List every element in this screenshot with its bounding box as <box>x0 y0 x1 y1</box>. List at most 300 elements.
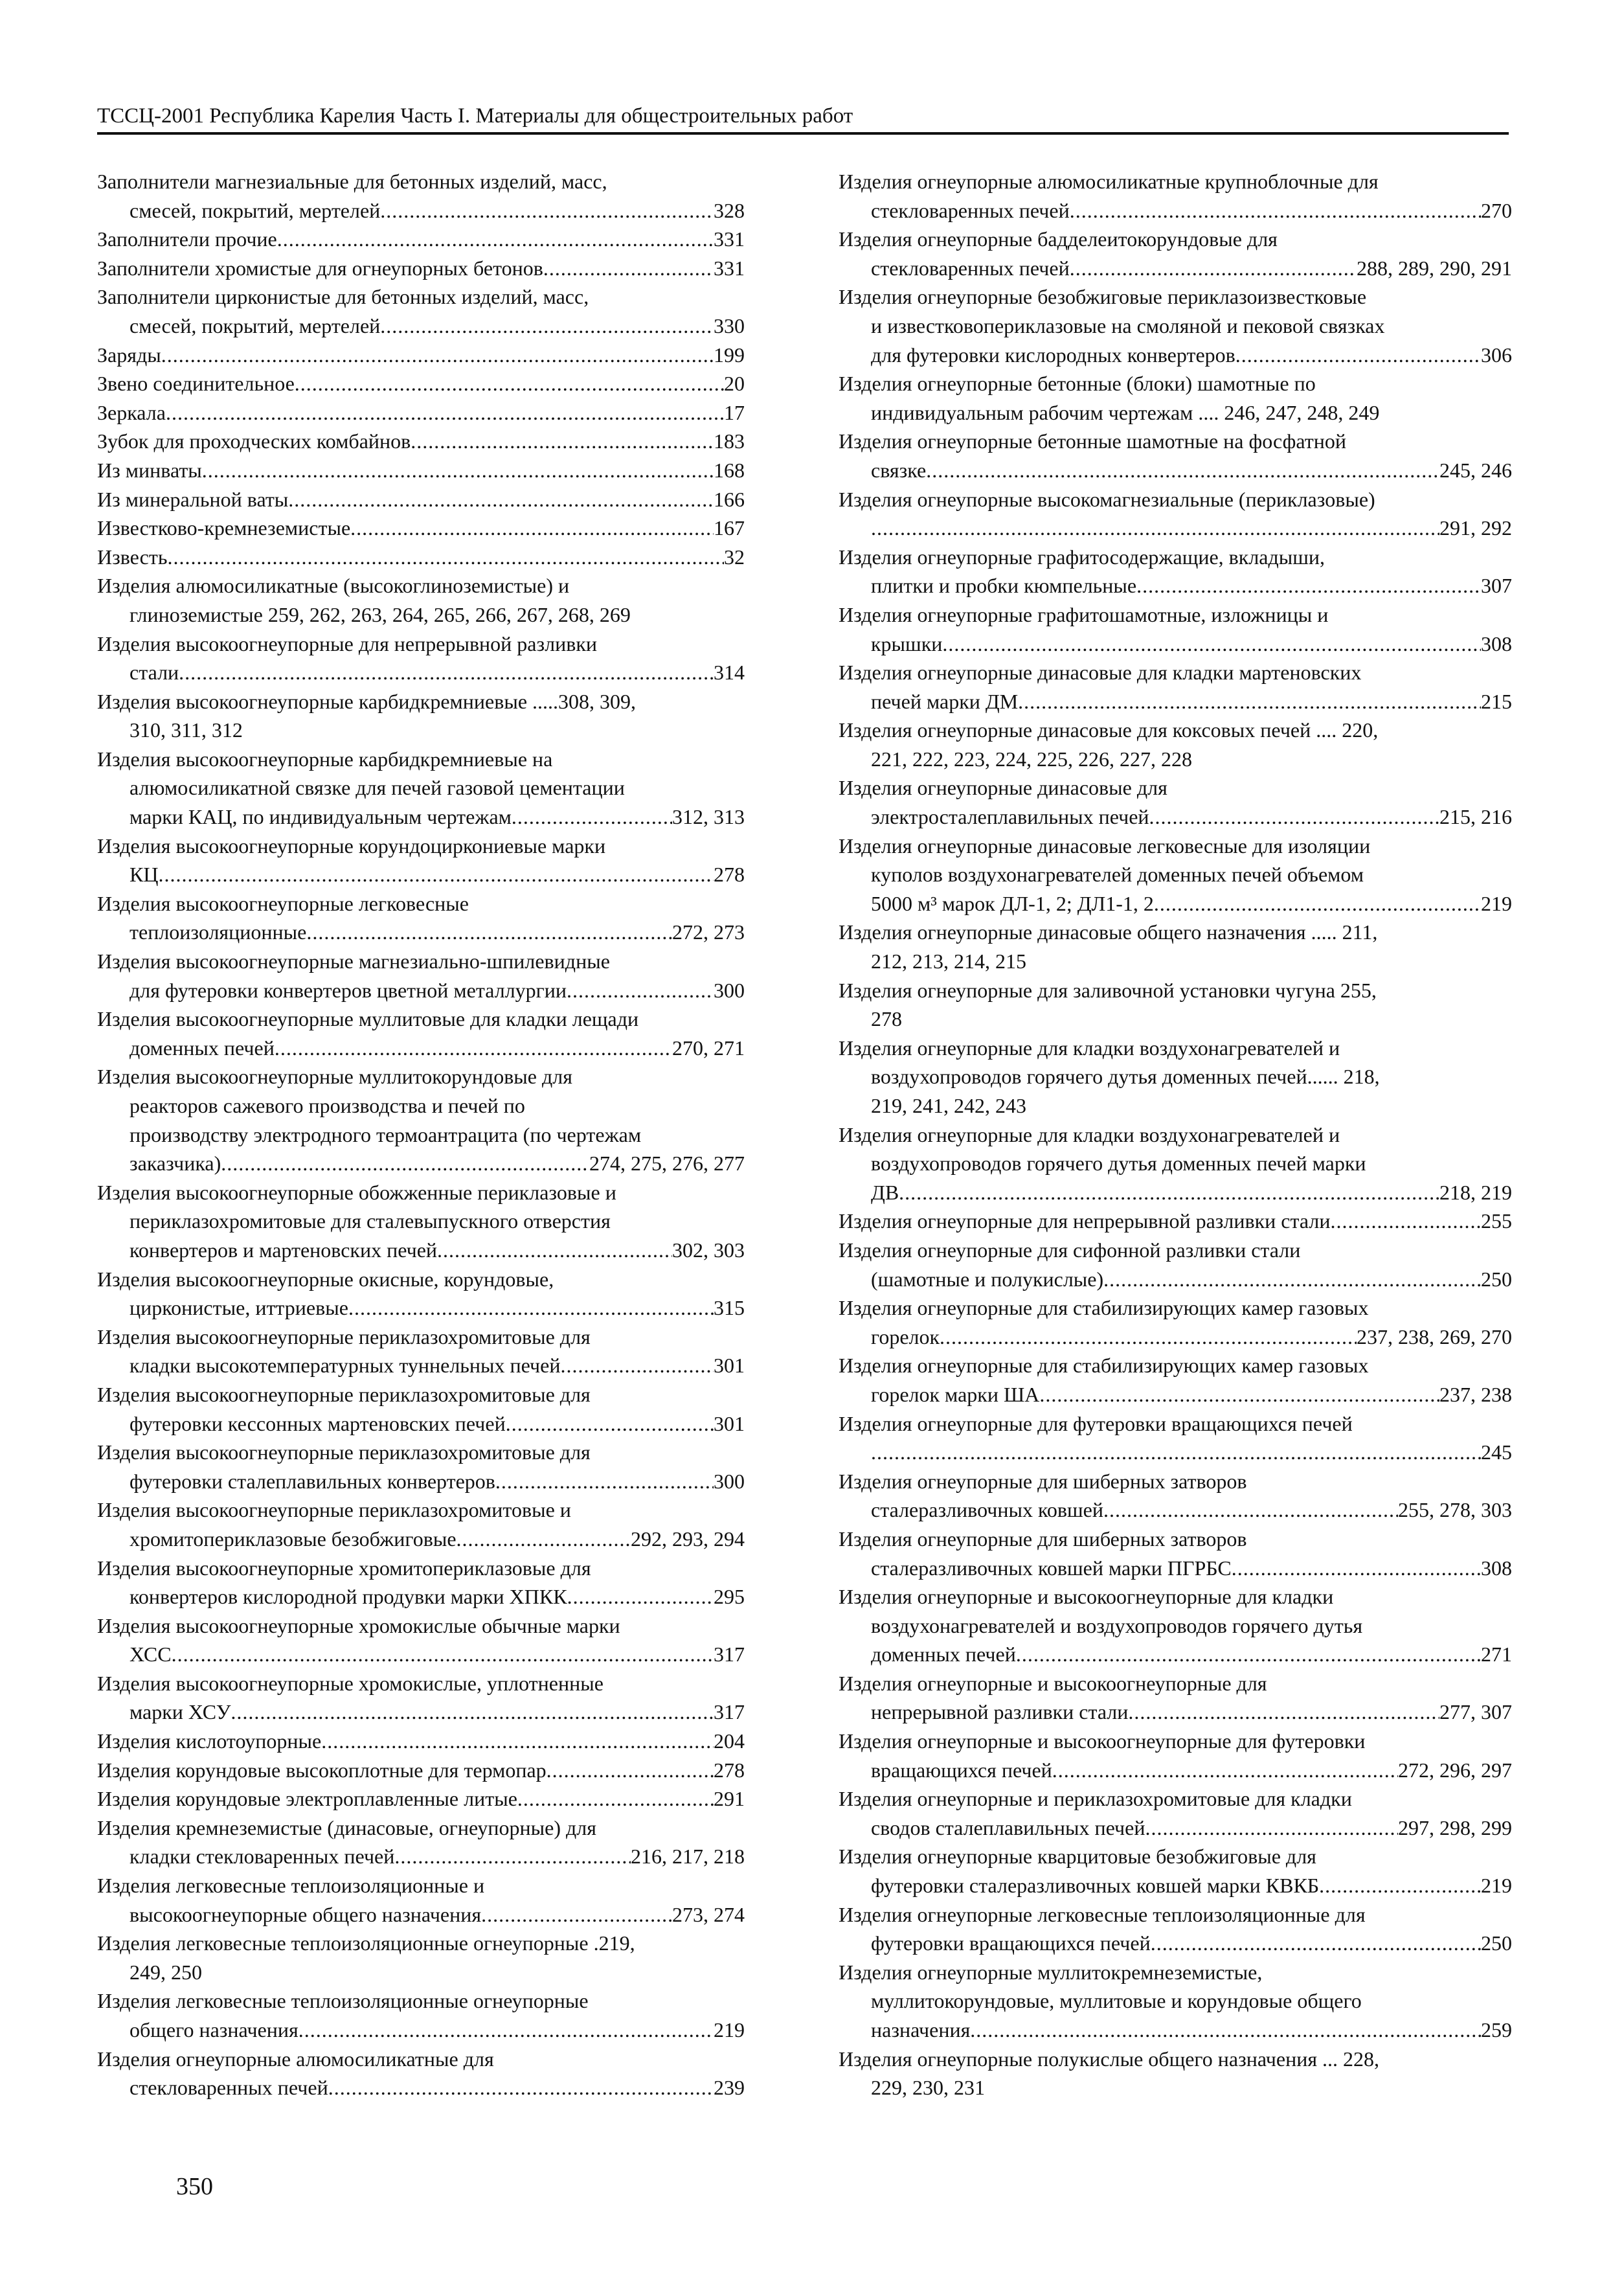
index-entry-text: Из минваты <box>97 458 202 482</box>
index-entry-pages-row <box>839 1438 1512 1467</box>
index-entry-text: Изделия огнеупорные бетонные (блоки) шамотные по <box>839 372 1316 396</box>
dot-leader <box>411 427 714 456</box>
index-entry <box>97 1611 745 1669</box>
index-entry-text: Изделия высокоогнеупорные муллитокорундовые для <box>97 1065 572 1089</box>
dot-leader <box>231 1698 714 1727</box>
index-entry <box>97 1380 745 1438</box>
dot-leader <box>1145 1814 1398 1843</box>
dot-leader <box>202 456 714 485</box>
index-entry-pages: 300 <box>714 978 745 1002</box>
index-entry <box>839 1784 1512 1842</box>
index-entry-text: Изделия высокоогнеупорные карбидкремниевые .....308, 309, <box>97 689 637 713</box>
dot-leader <box>495 1467 714 1496</box>
index-entry <box>97 456 745 485</box>
dot-leader <box>543 254 714 283</box>
index-entry-pages-row <box>97 802 745 832</box>
index-entry-text: Изделия огнеупорные полукислые общего назначения ... 228, <box>839 2047 1380 2071</box>
index-entry-pages-row <box>97 514 745 543</box>
index-entry-pages-row <box>97 976 745 1005</box>
index-entry-text: Изделия огнеупорные для сифонной разливки стали <box>839 1238 1301 1262</box>
index-entry-pages-row <box>97 398 745 427</box>
index-entry-pages: 292, 293, 294 <box>631 1527 745 1551</box>
index-entry-text: Зеркала <box>97 400 166 424</box>
index-entry-pages: 32 <box>724 545 745 569</box>
index-entry-pages-row <box>97 1236 745 1265</box>
index-entry-text: глиноземистые 259, 262, 263, 264, 265, 266, 267, 268, 269 <box>130 602 631 626</box>
page-header: ТССЦ-2001 Республика Карелия Часть I. Материалы для общестроительных работ <box>97 102 1509 135</box>
index-entry-text: 229, 230, 231 <box>871 2076 985 2100</box>
index-entry-pages: 245 <box>1481 1440 1512 1464</box>
index-entry-text: Изделия огнеупорные динасовые для коксовых печей .... 220, <box>839 718 1379 742</box>
dot-leader <box>328 2073 714 2102</box>
dot-leader <box>348 1293 714 1323</box>
index-entry-text: печей марки ДМ <box>871 689 1019 713</box>
index-entry <box>839 369 1512 427</box>
index-entry <box>97 889 745 947</box>
index-entry-text: теплоизоляционные <box>130 920 307 944</box>
index-entry-pages-row <box>97 1351 745 1380</box>
index-entry-text: хромитопериклазовые безобжиговые <box>130 1527 457 1551</box>
index-entry-pages: 219 <box>714 2018 745 2041</box>
index-entry-pages: 295 <box>714 1585 745 1609</box>
index-entry-pages-row <box>97 1582 745 1611</box>
index-entry-text: кладки высокотемпературных туннельных печей <box>130 1354 561 1378</box>
dot-leader <box>167 543 724 572</box>
index-entry-pages-row <box>97 918 745 947</box>
index-entry-text: Изделия высокоогнеупорные магнезиально-шпилевидные <box>97 949 610 973</box>
index-entry-text: Изделия огнеупорные для кладки воздухонагревателей и <box>839 1122 1340 1146</box>
index-entry-pages-row <box>97 1900 745 1929</box>
index-entry-pages: 317 <box>714 1643 745 1666</box>
index-entry-text: назначения <box>871 2018 971 2041</box>
index-entry <box>839 1293 1512 1351</box>
index-entry-text: сталеразливочных ковшей марки ПГРБС <box>871 1556 1232 1580</box>
index-entry-text: алюмосиликатной связке для печей газовой цементации <box>130 776 625 800</box>
index-entry-pages: 250 <box>1481 1267 1512 1291</box>
dot-leader <box>1052 1756 1398 1785</box>
index-entry-text: сводов сталеплавильных печей <box>871 1815 1145 1839</box>
index-entry <box>839 1900 1512 1958</box>
dot-leader <box>940 1323 1357 1352</box>
index-entry-pages-row <box>97 196 745 225</box>
dot-leader <box>871 1438 1481 1467</box>
index-entry-pages: 168 <box>714 458 745 482</box>
index-entry <box>839 918 1512 975</box>
index-entry <box>97 832 745 889</box>
dot-leader <box>547 1756 714 1785</box>
index-entry-pages-row <box>839 1698 1512 1727</box>
index-entry-pages: 218, 219 <box>1439 1180 1512 1204</box>
index-entry-pages-row <box>839 1207 1512 1236</box>
index-entry-text: Изделия огнеупорные алюмосиликатные крупноблочные для <box>839 170 1379 193</box>
index-entry-pages-row <box>97 485 745 514</box>
index-entry-pages: 330 <box>714 313 745 337</box>
index-entry-text: связке <box>871 458 927 482</box>
dot-leader <box>221 1149 589 1178</box>
index-column-left <box>97 167 745 2102</box>
index-entry <box>97 1986 745 2044</box>
index-entry <box>97 745 745 832</box>
dot-leader <box>380 196 714 225</box>
index-entry <box>97 1784 745 1814</box>
index-entry-text: марки КАЦ, по индивидуальным чертежам <box>130 805 512 829</box>
index-entry-text: Заполнители магнезиальные для бетонных изделий, масс, <box>97 170 607 193</box>
index-entry-text: Заполнители прочие <box>97 227 277 251</box>
index-entry-text: Изделия огнеупорные и высокоогнеупорные для кладки <box>839 1585 1334 1609</box>
dot-leader <box>161 341 714 370</box>
index-entry-text: Изделия огнеупорные графитошамотные, изложницы и <box>839 602 1329 626</box>
index-entry-pages-row <box>97 369 745 398</box>
index-entry-pages: 204 <box>714 1729 745 1753</box>
index-entry-text: Изделия высокоогнеупорные хромокислые обычные марки <box>97 1613 620 1637</box>
dot-leader <box>299 2016 714 2045</box>
index-entry-pages-row <box>839 1495 1512 1525</box>
index-entry-pages-row <box>97 1293 745 1323</box>
dot-leader <box>1319 1871 1481 1900</box>
index-entry-pages: 270 <box>1481 198 1512 222</box>
index-entry <box>97 630 745 687</box>
index-entry-text: смесей, покрытий, мертелей <box>130 313 381 337</box>
index-entry-text: Изделия высокоогнеупорные периклазохромитовые для <box>97 1382 591 1406</box>
index-entry-pages-row <box>839 254 1512 283</box>
index-entry-text: Изделия высокоогнеупорные для непрерывной разливки <box>97 631 598 655</box>
index-entry <box>839 282 1512 369</box>
index-entry-pages: 272, 296, 297 <box>1398 1758 1512 1782</box>
index-entry-text: 310, 311, 312 <box>130 718 243 742</box>
index-entry-pages: 219 <box>1481 1874 1512 1898</box>
index-entry-pages-row <box>97 427 745 456</box>
index-entry-text: Изделия огнеупорные графитосодержащие, вкладыши, <box>839 545 1325 569</box>
index-entry-text: Изделия огнеупорные и высокоогнеупорные для футеровки <box>839 1729 1366 1753</box>
dot-leader <box>871 514 1439 543</box>
index-entry-text: Изделия высокоогнеупорные легковесные <box>97 891 469 915</box>
index-entry <box>97 1756 745 1785</box>
index-entry-pages-row <box>839 571 1512 600</box>
index-entry-text: 221, 222, 223, 224, 225, 226, 227, 228 <box>871 747 1192 771</box>
index-entry-text: Изделия кислотоупорные <box>97 1729 322 1753</box>
index-entry <box>839 167 1512 225</box>
dot-leader <box>1070 196 1481 225</box>
index-entry-text: горелок <box>871 1325 940 1348</box>
index-entry-text: Изделия высокоогнеупорные периклазохромитовые для <box>97 1325 591 1348</box>
index-entry-text: цирконистые, иттриевые <box>130 1296 348 1320</box>
index-entry-pages-row <box>97 1784 745 1814</box>
index-entry-pages: 308 <box>1481 1556 1512 1580</box>
index-entry-text: Изделия огнеупорные для стабилизирующих камер газовых <box>839 1354 1369 1378</box>
index-entry-pages-row <box>839 514 1512 543</box>
dot-leader <box>457 1525 631 1554</box>
index-entry <box>839 427 1512 484</box>
index-entry-pages: 297, 298, 299 <box>1398 1815 1512 1839</box>
index-entry-text: Изделия корундовые электроплавленные литые <box>97 1787 517 1811</box>
index-entry-text: для футеровки конвертеров цветной металлургии <box>130 978 567 1002</box>
index-entry-text: Изделия огнеупорные кварцитовые безобжиговые для <box>839 1845 1316 1869</box>
index-entry-pages-row <box>839 1178 1512 1207</box>
index-entry <box>97 1669 745 1727</box>
index-entry <box>97 1005 745 1062</box>
index-entry-text: Изделия огнеупорные динасовые для <box>839 776 1167 800</box>
index-entry <box>97 1438 745 1495</box>
index-entry-text: Изделия огнеупорные алюмосиликатные для <box>97 2047 494 2071</box>
index-entry-pages-row <box>839 456 1512 485</box>
index-entry <box>97 1727 745 1756</box>
dot-leader <box>1016 1640 1481 1669</box>
index-entry-text: периклазохромитовые для сталевыпускного отверстия <box>130 1209 611 1233</box>
index-entry-pages: 308 <box>1481 631 1512 655</box>
index-entry-pages-row <box>97 860 745 889</box>
index-entry-text: 278 <box>871 1007 902 1031</box>
index-entry <box>97 427 745 456</box>
index-entry-pages: 270, 271 <box>672 1036 745 1060</box>
index-entry-text: 212, 213, 214, 215 <box>871 949 1026 973</box>
index-entry-pages: 315 <box>714 1296 745 1320</box>
index-entry-text: Изделия огнеупорные безобжиговые периклазоизвестковые <box>839 285 1367 309</box>
index-entry-pages: 219 <box>1481 891 1512 915</box>
index-entry <box>97 1814 745 1871</box>
index-entry-text: Изделия огнеупорные для шиберных затворов <box>839 1527 1247 1551</box>
index-entry-text: электросталеплавильных печей <box>871 805 1149 829</box>
index-entry-text: футеровки сталеплавильных конвертеров <box>130 1469 495 1493</box>
index-entry-pages: 312, 313 <box>672 805 745 829</box>
index-entry-pages-row <box>839 802 1512 832</box>
index-entry-text: Зубок для проходческих комбайнов <box>97 429 411 453</box>
dot-leader <box>295 369 724 398</box>
index-entry-text: индивидуальным рабочим чертежам .... 246, 247, 248, 249 <box>871 400 1380 424</box>
dot-leader <box>512 802 672 832</box>
index-entry-pages: 306 <box>1481 343 1512 367</box>
index-entry-text: марки ХСУ <box>130 1700 231 1724</box>
index-entry <box>839 1207 1512 1236</box>
index-entry <box>97 485 745 514</box>
index-entry <box>97 1178 745 1265</box>
index-entry-text: общего назначения <box>130 2018 299 2041</box>
index-entry-text: Изделия кремнеземистые (динасовые, огнеупорные) для <box>97 1815 596 1839</box>
index-entry <box>97 254 745 283</box>
index-entry-text: Изделия огнеупорные для футеровки вращающихся печей <box>839 1411 1353 1435</box>
index-entry-text: доменных печей <box>130 1036 275 1060</box>
index-entry <box>839 2045 1512 2102</box>
index-entry <box>839 600 1512 658</box>
index-entry-text: Изделия огнеупорные для заливочной установки чугуна 255, <box>839 978 1377 1002</box>
index-entry-text: Заполнители цирконистые для бетонных изделий, масс, <box>97 285 589 309</box>
index-entry-pages-row <box>839 630 1512 659</box>
index-entry <box>97 167 745 225</box>
index-entry-text: Изделия высокоогнеупорные карбидкремниевые на <box>97 747 553 771</box>
index-entry-text: Изделия огнеупорные динасовые для кладки мартеновских <box>839 661 1362 685</box>
index-entry <box>839 1120 1512 1207</box>
dot-leader <box>1136 571 1481 600</box>
index-entry-text: Изделия высокоогнеупорные корундоциркониевые марки <box>97 834 606 858</box>
index-entry <box>839 658 1512 716</box>
index-entry-text: Изделия легковесные теплоизоляционные огнеупорные .219, <box>97 1931 635 1955</box>
index-entry-pages: 291, 292 <box>1439 516 1512 540</box>
index-entry-pages: 307 <box>1481 574 1512 598</box>
dot-leader <box>1103 1495 1398 1525</box>
index-entry <box>839 543 1512 600</box>
index-entry-text: 249, 250 <box>130 1960 202 1984</box>
index-entry-pages-row <box>839 1756 1512 1785</box>
index-entry-pages-row <box>97 1467 745 1496</box>
index-entry-pages-row <box>839 1380 1512 1409</box>
dot-leader <box>437 1236 672 1265</box>
page-number: 350 <box>176 2173 213 2200</box>
index-entry-pages-row <box>97 543 745 572</box>
index-entry-pages-row <box>839 341 1512 370</box>
index-entry <box>97 687 745 745</box>
index-entry-pages: 17 <box>724 400 745 424</box>
index-entry-text: Заряды <box>97 343 161 367</box>
index-entry-text: Изделия огнеупорные бадделеитокорундовые для <box>839 227 1278 251</box>
index-entry-text: воздухонагревателей и воздухопроводов горячего дутья <box>871 1613 1363 1637</box>
index-entry-text: КЦ <box>130 863 159 887</box>
index-entry <box>839 1236 1512 1293</box>
index-entry-text: Известь <box>97 545 168 569</box>
index-entry-pages: 278 <box>714 1758 745 1782</box>
index-entry-pages-row <box>839 1929 1512 1958</box>
index-entry-pages-row <box>839 2016 1512 2045</box>
dot-leader <box>275 1034 672 1063</box>
index-entry <box>97 369 745 398</box>
index-entry-text: Изделия огнеупорные легковесные теплоизоляционные для <box>839 1902 1366 1926</box>
dot-leader <box>158 860 714 889</box>
index-entry-text: футеровки сталеразливочных ковшей марки КВКБ <box>871 1874 1320 1898</box>
index-column-right <box>839 167 1512 2102</box>
index-entry <box>839 485 1512 543</box>
index-entry-text: воздухопроводов горячего дутья доменных печей...... 218, <box>871 1065 1380 1089</box>
index-entry <box>97 1929 745 1986</box>
index-entry-pages: 167 <box>714 516 745 540</box>
index-entry-text: стали <box>130 661 179 685</box>
index-entry-text: Изделия огнеупорные динасовые легковесные для изоляции <box>839 834 1371 858</box>
index-entry-text: стекловаренных печей <box>871 198 1070 222</box>
dot-leader <box>1235 341 1481 370</box>
index-entry-pages: 237, 238 <box>1439 1382 1512 1406</box>
index-entry-text: непрерывной разливки стали <box>871 1700 1129 1724</box>
dot-leader <box>970 2016 1481 2045</box>
dot-leader <box>899 1178 1439 1207</box>
dot-leader <box>481 1900 672 1929</box>
index-entry-pages-row <box>839 889 1512 918</box>
index-entry-text: стекловаренных печей <box>871 256 1070 280</box>
index-entry-pages: 215, 216 <box>1439 805 1512 829</box>
index-entry-text: и известковопериклазовые на смоляной и пековой связках <box>871 313 1385 337</box>
index-entry <box>97 282 745 340</box>
index-entry <box>97 398 745 427</box>
dot-leader <box>1149 802 1439 832</box>
index-entry-pages-row <box>839 687 1512 716</box>
index-entry-text: Изделия огнеупорные для стабилизирующих камер газовых <box>839 1296 1369 1320</box>
index-entry <box>97 1871 745 1929</box>
index-entry-text: смесей, покрытий, мертелей <box>130 198 381 222</box>
dot-leader <box>277 225 714 254</box>
index-entry-pages: 301 <box>714 1411 745 1435</box>
index-entry-text: реакторов сажевого производства и печей по <box>130 1094 525 1117</box>
dot-leader <box>179 658 714 687</box>
index-entry-text: (шамотные и полукислые) <box>871 1267 1104 1291</box>
index-entry-pages: 274, 275, 276, 277 <box>589 1152 745 1176</box>
index-entry <box>97 2045 745 2102</box>
index-entry-text: Изделия огнеупорные для шиберных затворов <box>839 1469 1247 1493</box>
index-entry-pages: 239 <box>714 2076 745 2100</box>
index-entry-pages: 255, 278, 303 <box>1398 1498 1512 1522</box>
index-entry-pages-row <box>839 1554 1512 1583</box>
index-entry-pages: 216, 217, 218 <box>631 1845 745 1869</box>
index-entry-text: кладки стекловаренных печей <box>130 1845 395 1869</box>
index-entry-pages-row <box>839 1814 1512 1843</box>
index-entry-pages-row <box>97 1525 745 1554</box>
index-entry-pages: 328 <box>714 198 745 222</box>
index-entry-pages: 272, 273 <box>672 920 745 944</box>
index-entry-text: Изделия корундовые высокоплотные для термопар <box>97 1758 547 1782</box>
index-entry-text: производству электродного термоантрацита (по чертежам <box>130 1122 642 1146</box>
index-entry-text: доменных печей <box>871 1643 1016 1666</box>
index-entry-text: 219, 241, 242, 243 <box>871 1094 1026 1117</box>
index-entry <box>97 1323 745 1380</box>
index-entry-pages-row <box>97 1756 745 1785</box>
index-entry <box>839 1727 1512 1784</box>
index-entry-text: Изделия высокоогнеупорные обожженные периклазовые и <box>97 1180 616 1204</box>
dot-leader <box>350 514 714 543</box>
index-entry-pages: 199 <box>714 343 745 367</box>
index-entry-text: заказчика) <box>130 1152 221 1176</box>
dot-leader <box>1039 1380 1439 1409</box>
index-entry <box>839 716 1512 773</box>
dot-leader <box>172 1640 714 1669</box>
index-entry-text: Известково-кремнеземистые <box>97 516 351 540</box>
index-entry-pages: 331 <box>714 256 745 280</box>
index-entry-text: Звено соединительное <box>97 372 295 396</box>
dot-leader <box>567 1582 714 1611</box>
dot-leader <box>394 1842 631 1871</box>
index-entry-text: 5000 м³ марок ДЛ-1, 2; ДЛ1-1, 2 <box>871 891 1154 915</box>
index-entry-pages: 300 <box>714 1469 745 1493</box>
index-entry-text: вращающихся печей <box>871 1758 1052 1782</box>
index-entry-text: Заполнители хромистые для огнеупорных бетонов <box>97 256 543 280</box>
dot-leader <box>1154 889 1481 918</box>
index-entry-pages: 183 <box>714 429 745 453</box>
index-entry-pages-row <box>97 1409 745 1438</box>
index-entry-text: Изделия огнеупорные динасовые общего назначения ..... 211, <box>839 920 1378 944</box>
index-entry-text: Изделия высокоогнеупорные муллитовые для кладки лещади <box>97 1007 639 1031</box>
index-entry <box>839 225 1512 282</box>
index-entry-pages-row <box>839 1871 1512 1900</box>
dot-leader <box>1070 254 1357 283</box>
index-entry-text: сталеразливочных ковшей <box>871 1498 1103 1522</box>
index-entry <box>839 1669 1512 1727</box>
index-entry-pages-row <box>97 658 745 687</box>
index-entry <box>839 773 1512 831</box>
index-entry-text: Изделия огнеупорные муллитокремнеземистые, <box>839 1960 1263 1984</box>
index-entry-text: Из минеральной ваты <box>97 487 289 511</box>
index-entry-pages-row <box>97 1034 745 1063</box>
index-entry <box>97 1265 745 1323</box>
index-entry-pages-row <box>97 2073 745 2102</box>
index-entry <box>97 225 745 254</box>
index-entry-pages-row <box>839 196 1512 225</box>
dot-leader <box>166 398 724 427</box>
index-entry-text: Изделия огнеупорные высокомагнезиальные (периклазовые) <box>839 487 1375 511</box>
index-entry <box>839 1582 1512 1669</box>
index-entry-pages-row <box>97 456 745 485</box>
index-entry <box>97 1554 745 1611</box>
dot-leader <box>926 456 1439 485</box>
index-entry-pages-row <box>97 312 745 341</box>
dot-leader <box>306 918 672 947</box>
index-entry-pages: 166 <box>714 487 745 511</box>
index-entry-text: Изделия высокоогнеупорные окисные, корундовые, <box>97 1267 554 1291</box>
index-entry-text: Изделия огнеупорные и высокоогнеупорные для <box>839 1671 1267 1695</box>
index-entry-pages: 237, 238, 269, 270 <box>1357 1325 1512 1348</box>
